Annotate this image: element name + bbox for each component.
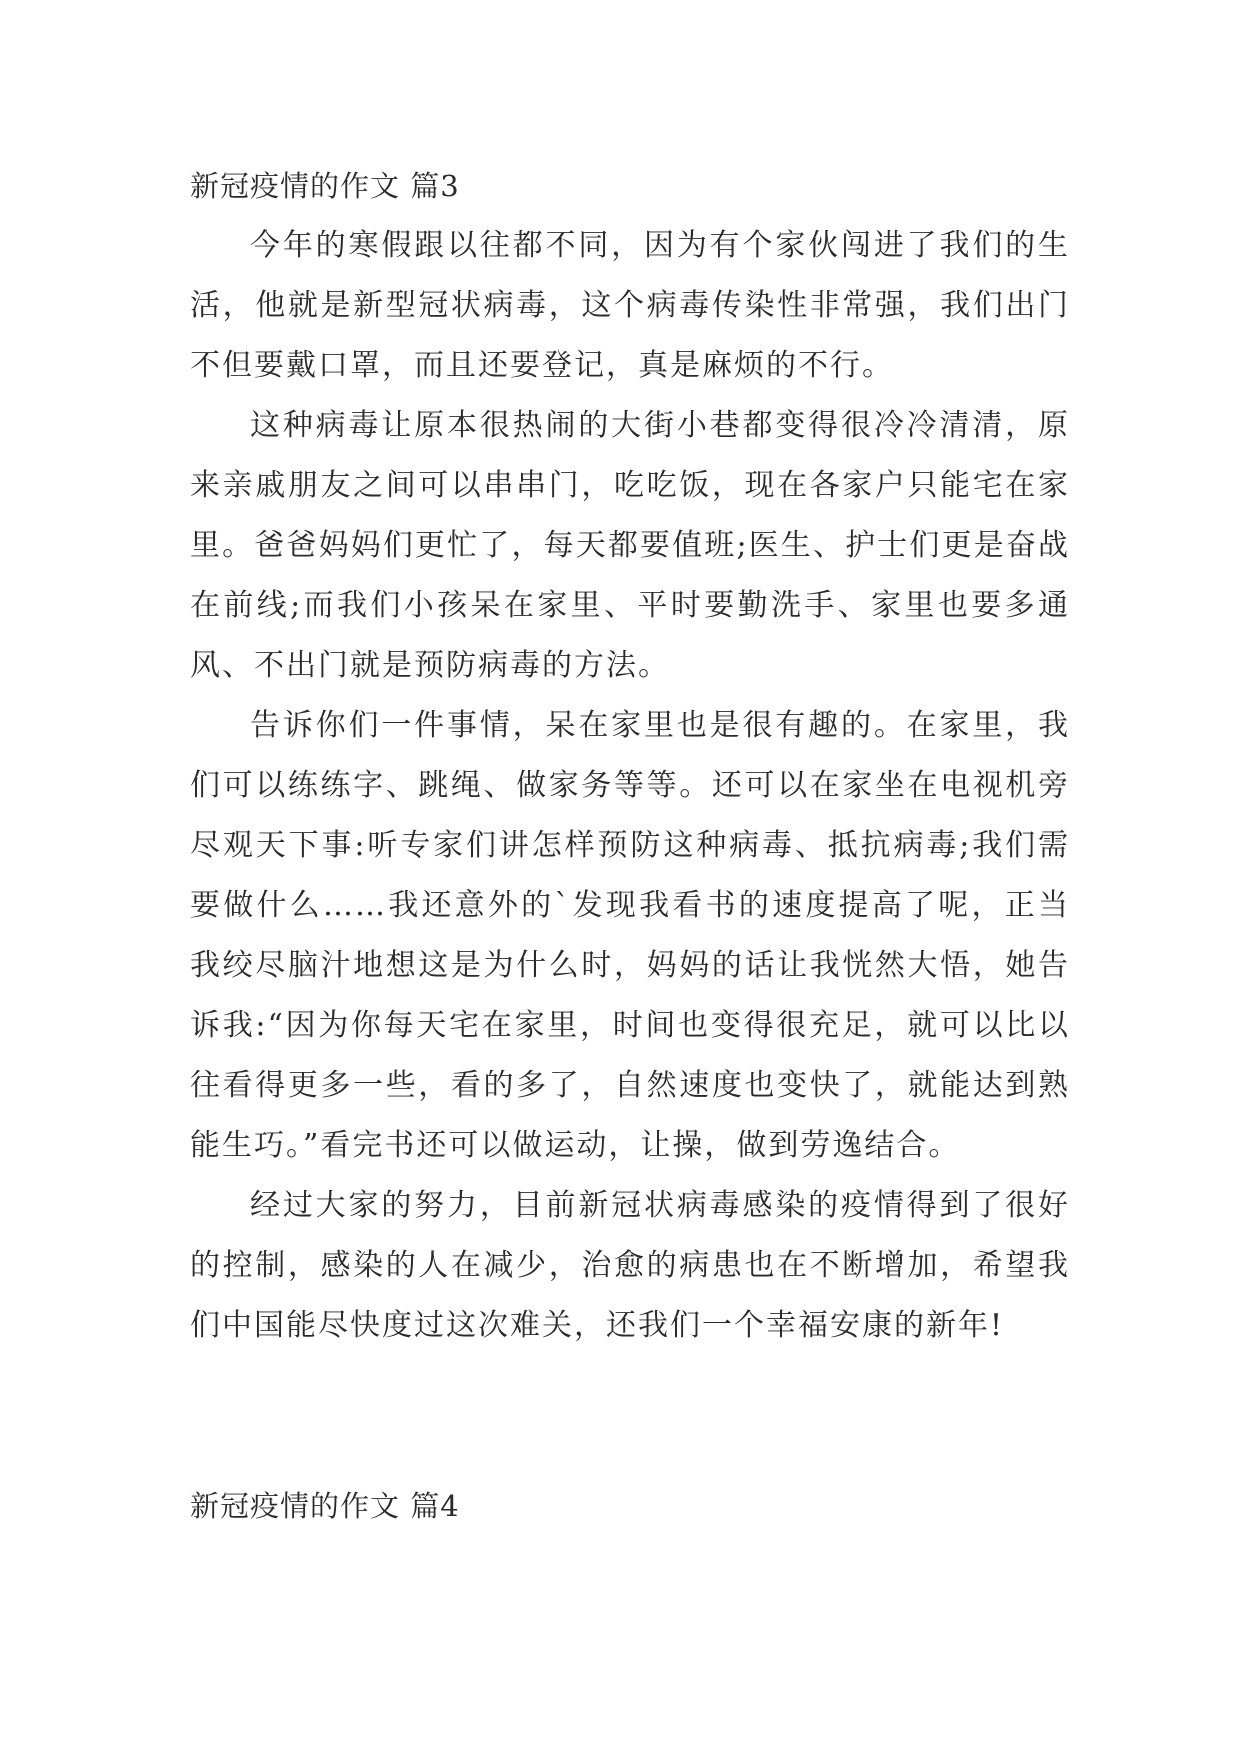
essay-section-3 <box>190 156 1070 1356</box>
essay-section-4 <box>190 1476 1070 1536</box>
section-spacer <box>190 1356 1070 1476</box>
document-body <box>190 156 1070 1536</box>
paragraph-1: 今年的寒假跟以往都不同，因为有个家伙闯进了我们的生活，他就是新型冠状病毒，这个病毒传染性非常强，我们出门不但要戴口罩，而且还要登记，真是麻烦的不行。 <box>190 228 1070 383</box>
paragraph-2: 这种病毒让原本很热闹的大街小巷都变得很冷冷清清，原来亲戚朋友之间可以串串门，吃吃饭，现在各家户只能宅在家里。爸爸妈妈们更忙了，每天都要值班;医生、护士们更是奋战在前线;而我们小孩呆在家里、平时要勤洗手、家里也要多通风、不出门就是预防病毒的方法。 <box>190 408 1070 683</box>
paragraph-4: 经过大家的努力，目前新冠状病毒感染的疫情得到了很好的控制，感染的人在减少，治愈的病患也在不断增加，希望我们中国能尽快度过这次难关，还我们一个幸福安康的新年! <box>190 1188 1070 1343</box>
section-heading: 新冠疫情的作文 篇3 <box>190 169 460 203</box>
paragraph-3: 告诉你们一件事情，呆在家里也是很有趣的。在家里，我们可以练练字、跳绳、做家务等等。还可以在家坐在电视机旁尽观天下事:听专家们讲怎样预防这种病毒、抵抗病毒;我们需要做什么……我还意外的`发现我看书的速度提高了呢，正当我绞尽脑汁地想这是为什么时，妈妈的话让我恍然大悟，她告诉我:“因为你每天宅在家里，时间也变得很充足，就可以比以往看得更多一些，看的多了，自然速度也变快了，就能达到熟能生巧。”看完书还可以做运动，让操，做到劳逸结合。 <box>190 708 1070 1163</box>
section-heading: 新冠疫情的作文 篇4 <box>190 1489 460 1523</box>
